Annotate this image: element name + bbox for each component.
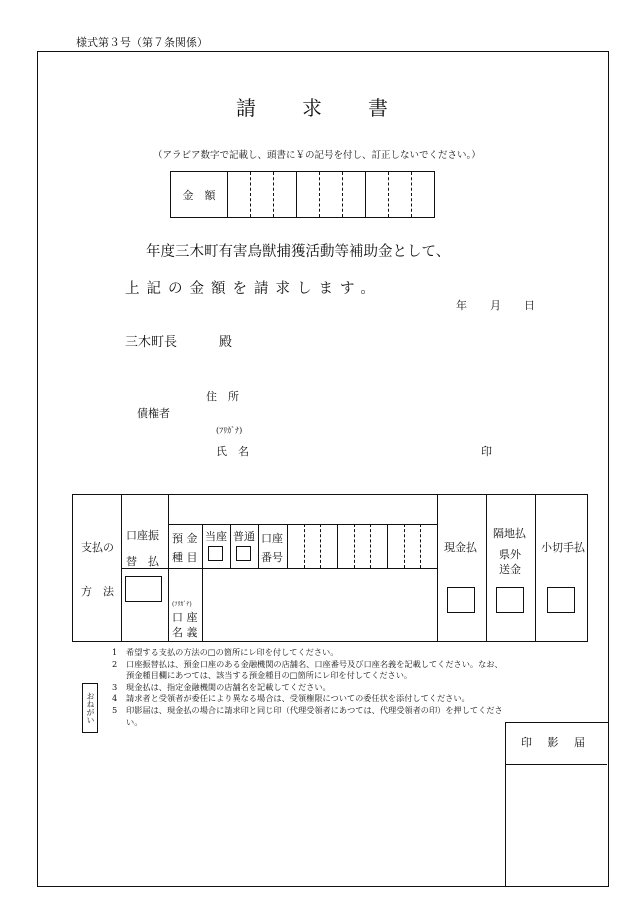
onegai-label: おねがい <box>82 683 98 733</box>
ordinary-checkbox[interactable] <box>236 546 251 561</box>
digit-cell[interactable] <box>366 172 389 218</box>
note-item: 1 希望する支払の方法の□の箇所にレ印を付してください。 <box>112 647 339 657</box>
digit-cell[interactable] <box>412 172 435 218</box>
account-name-label-1: 口 座 <box>172 611 198 624</box>
deposit-label-1: 預 金 <box>172 532 198 545</box>
body-line-2: 上記の金額を請求します。 <box>125 281 382 297</box>
addressee: 三木町長 <box>125 335 178 350</box>
check-checkbox[interactable] <box>547 587 575 613</box>
name-label: 氏 名 <box>216 445 249 458</box>
creditor-label: 債権者 <box>137 407 170 420</box>
instruction-text: （アラビア数字で記載し、頭書に￥の記号を付し、訂正しないでください。） <box>153 150 481 161</box>
cash-checkbox[interactable] <box>447 587 475 613</box>
current-checkbox[interactable] <box>208 546 223 561</box>
digit-cell[interactable] <box>228 172 251 218</box>
ordinary-label: 普通 <box>233 530 255 543</box>
payment-method-table <box>72 494 588 642</box>
digit-cell[interactable] <box>320 172 343 218</box>
current-label: 当座 <box>205 530 227 543</box>
date-month: 月 <box>490 299 501 312</box>
digit-cell[interactable] <box>389 172 412 218</box>
note-item: 3 現金払は、指定金融機関の店舗名を記載してください。 <box>112 681 331 692</box>
date-day: 日 <box>524 299 535 312</box>
note-item: 5 印影届は、現金払の場合に請求印と同じ印（代理受領者にあつては、代理受領者の印）を押してください。 <box>112 704 503 727</box>
note-item: 4 請求者と受領者が委任により異なる場合は、受領権限についての委任状を添付してください。 <box>112 693 470 704</box>
honorific: 殿 <box>219 335 233 350</box>
remote-label-2: 県外 <box>499 548 521 561</box>
furigana-label: (ﾌﾘｶﾞﾅ) <box>216 426 243 435</box>
check-label: 小切手払 <box>541 541 585 554</box>
date-year: 年 <box>456 299 467 312</box>
seal-registration-title: 印 影 届 <box>505 722 607 765</box>
transfer-label-1: 口座振 <box>126 529 159 542</box>
transfer-label-2: 替 払 <box>126 555 159 568</box>
amount-label: 金 額 <box>171 172 228 218</box>
note-item: 2 口座振替払は、預金口座のある金融機関の店舗名、口座番号及び口座名義を記載してください。なお、預金種目欄にあつては、該当する預金種目の□箇所にレ印を付してください。 <box>112 658 503 681</box>
seal-mark: 印 <box>481 445 492 458</box>
digit-cell[interactable] <box>297 172 320 218</box>
cash-label: 現金払 <box>444 541 477 554</box>
account-name-label-2: 名 義 <box>172 626 198 639</box>
remote-checkbox[interactable] <box>496 587 524 613</box>
digit-cell[interactable] <box>274 172 297 218</box>
account-no-label-1: 口座 <box>261 532 283 545</box>
remote-label-3: 送金 <box>499 563 521 576</box>
digit-cell[interactable] <box>343 172 366 218</box>
method-label-2: 方 法 <box>81 585 114 598</box>
method-label-1: 支払の <box>81 541 114 554</box>
remote-label-1: 隔地払 <box>493 527 526 540</box>
notes-list <box>112 647 504 728</box>
address-label: 住 所 <box>206 390 239 403</box>
transfer-checkbox[interactable] <box>125 576 162 602</box>
deposit-label-2: 種 目 <box>172 551 198 564</box>
account-no-label-2: 番号 <box>261 551 283 564</box>
form-number: 様式第３号（第７条関係） <box>76 36 208 49</box>
body-line-1: 年度三木町有害鳥獣捕獲活動等補助金として、 <box>146 244 451 260</box>
amount-table <box>170 171 435 218</box>
page-title: 請 求 書 <box>236 96 390 120</box>
digit-cell[interactable] <box>251 172 274 218</box>
account-name-furigana: (ﾌﾘｶﾞﾅ) <box>172 601 192 608</box>
